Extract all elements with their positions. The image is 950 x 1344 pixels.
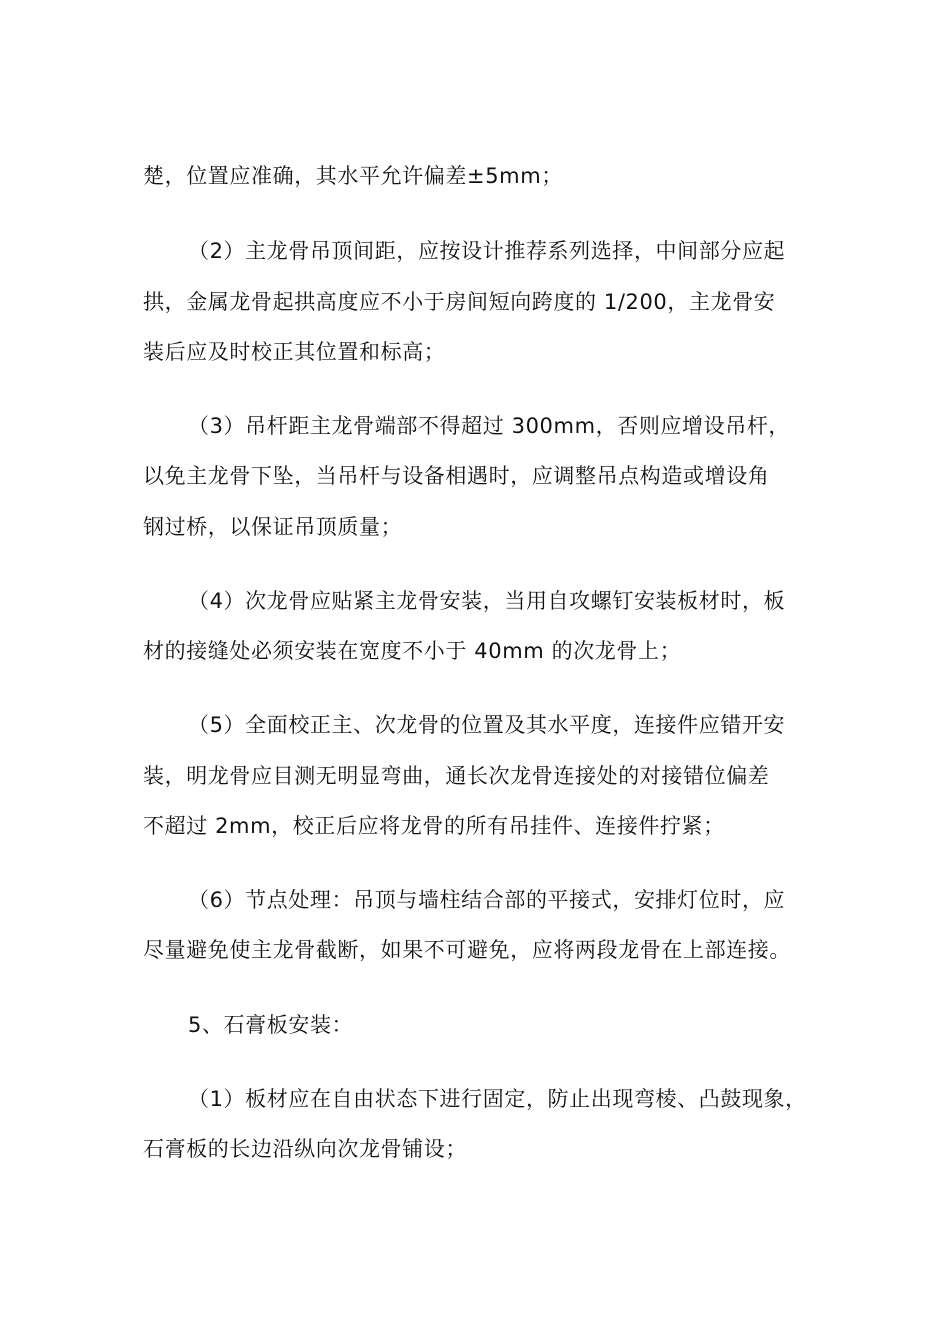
paragraph-3-line: 钢过桥，以保证吊顶质量； [143,515,403,539]
paragraph-2-line: 装后应及时校正其位置和标高； [143,340,446,364]
paragraph-7-line: （1）板材应在自由状态下进行固定，防止出现弯棱、凸鼓现象， [188,1087,807,1111]
paragraph-2-line: （2）主龙骨吊顶间距，应按设计推荐系列选择，中间部分应起 [188,239,786,263]
paragraph-3-line: 以免主龙骨下坠，当吊杆与设备相遇时，应调整吊点构造或增设角 [143,464,770,488]
paragraph-4-line: 材的接缝处必须安装在宽度不小于 40mm 的次龙骨上； [143,639,682,663]
paragraph-2-line: 拱，金属龙骨起拱高度应不小于房间短向跨度的 1/200，主龙骨安 [143,290,776,314]
text-line: 楚，位置应准确，其水平允许偏差±5mm； [143,164,563,188]
paragraph-5-line: （5）全面校正主、次龙骨的位置及其水平度，连接件应错开安 [188,713,786,737]
paragraph-7-line: 石膏板的长边沿纵向次龙骨铺设； [143,1137,467,1161]
paragraph-5-line: 不超过 2mm，校正后应将龙骨的所有吊挂件、连接件拧紧； [143,814,725,838]
paragraph-3-line: （3）吊杆距主龙骨端部不得超过 300mm，否则应增设吊杆， [188,414,791,438]
paragraph-4-line: （4）次龙骨应贴紧主龙骨安装，当用自攻螺钉安装板材时，板 [188,589,786,613]
paragraph-6-line: 尽量避免使主龙骨截断，如果不可避免，应将两段龙骨在上部连接。 [143,938,791,962]
paragraph-6-line: （6）节点处理：吊顶与墙柱结合部的平接式，安排灯位时，应 [188,888,786,912]
paragraph-5-line: 装，明龙骨应目测无明显弯曲，通长次龙骨连接处的对接错位偏差 [143,764,770,788]
section-heading: 5、石膏板安装： [188,1013,354,1037]
